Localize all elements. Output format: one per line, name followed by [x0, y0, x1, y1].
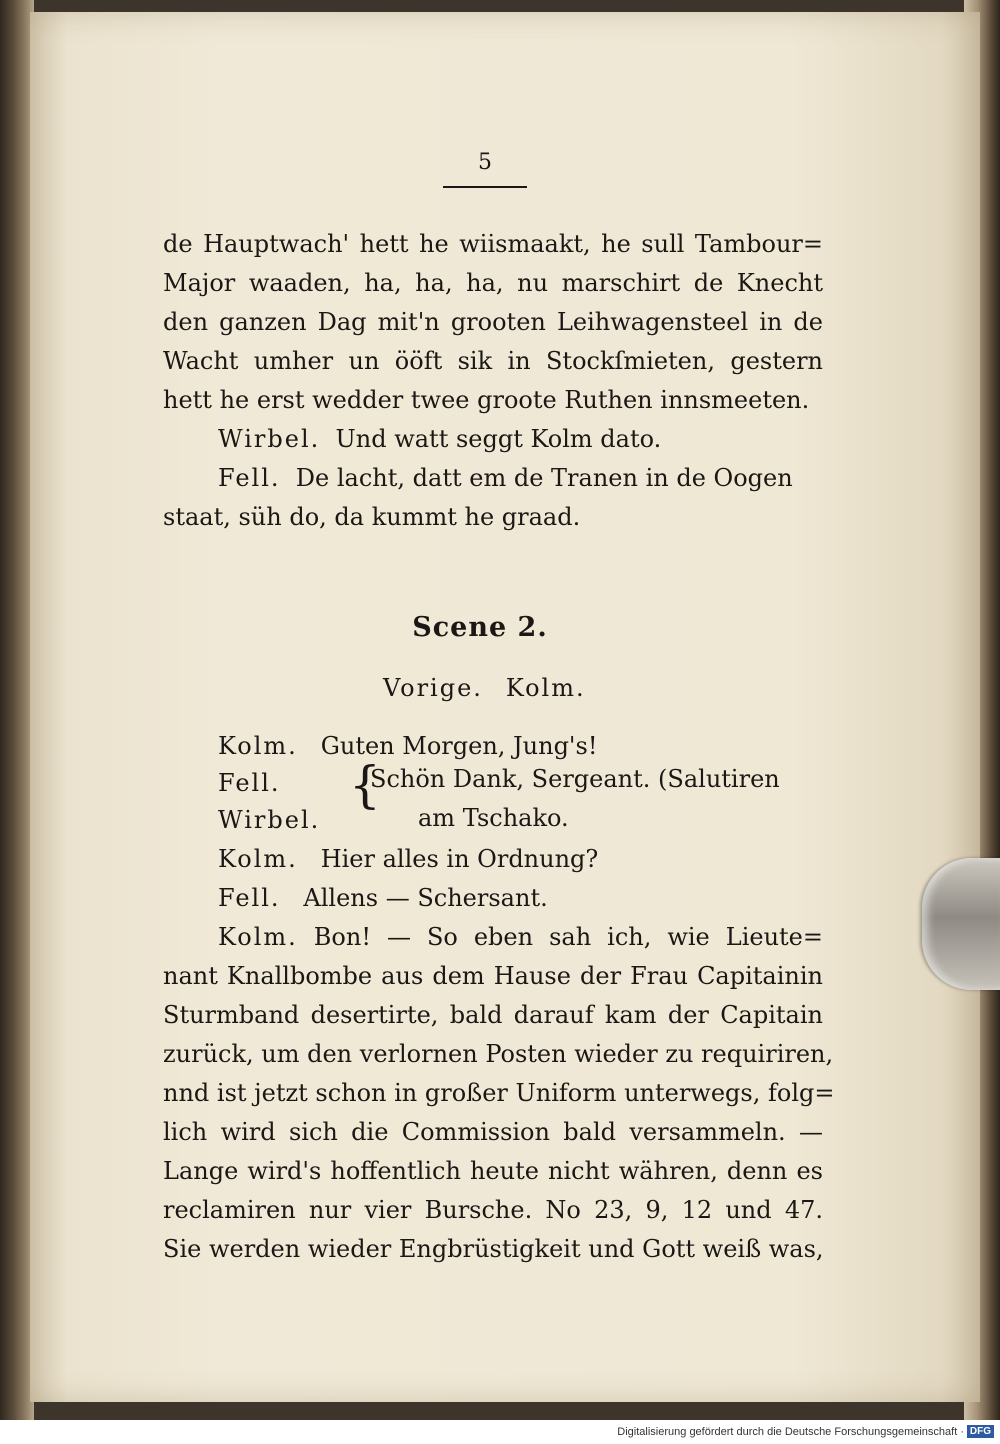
cast-name: Kolm. — [505, 674, 586, 702]
text-line: zurück, um den verlornen Posten wieder zu requiriren, — [163, 1040, 834, 1068]
dialogue-line — [218, 925, 823, 949]
book-page — [30, 12, 980, 1402]
text-line: nnd ist jetzt schon in großer Uniform unterwegs, folg= — [163, 1079, 835, 1107]
book-cover-left — [0, 0, 34, 1444]
text-line: hett he erst wedder twee groote Ruthen innsmeeten. — [163, 386, 810, 414]
speaker-name — [218, 771, 348, 795]
dialogue-line — [218, 847, 818, 871]
scene-cast — [383, 676, 683, 700]
speaker-name-wirbel: Wirbel. — [218, 806, 321, 834]
text-line: nant Knallbombe aus dem Hause der Frau Capitainin — [163, 962, 823, 990]
speaker-name: Fell. — [218, 464, 281, 492]
speaker-name: Fell. — [218, 884, 281, 912]
cast-label: Vorige. — [383, 674, 483, 702]
page-number: 5 — [478, 150, 492, 175]
scene-title: Scene 2. — [412, 612, 548, 643]
dialogue-text: Bon! — So eben sah ich, wie Lieute= — [313, 923, 823, 951]
text-line: Sturmband desertirte, bald darauf kam der Capitain — [163, 1001, 823, 1029]
dialogue-line — [218, 466, 823, 490]
dialogue-text: Hier alles in Ordnung? — [320, 845, 599, 873]
digitization-credit: Digitalisierung gefördert durch die Deutsche Forschungsgemeinschaft · DFG — [617, 1426, 964, 1438]
speaker-name — [218, 808, 348, 832]
dialogue-text: Guten Morgen, Jung's! — [320, 732, 598, 760]
speaker-name-fell: Fell. — [218, 769, 281, 797]
text-line: reclamiren nur vier Bursche. No 23, 9, 12 und 47. — [163, 1196, 823, 1224]
dialogue-text: De lacht, datt em de Tranen in de Oogen — [295, 464, 793, 492]
speaker-name: Kolm. — [218, 923, 298, 951]
speaker-name: Kolm. — [218, 732, 298, 760]
text-line: Major waaden, ha, ha, ha, nu marschirt de Knecht — [163, 269, 823, 297]
dialogue-line — [218, 886, 818, 910]
credit-text: Digitalisierung gefördert durch die Deutsche Forschungsgemeinschaft — [617, 1426, 958, 1438]
speaker-name: Kolm. — [218, 845, 298, 873]
dialogue-text: Schön Dank, Sergeant. (Salutiren — [370, 765, 780, 793]
text-line: Wacht umher un ööft sik in Stockſmieten, gestern — [163, 347, 823, 375]
dfg-logo: DFG — [967, 1425, 994, 1438]
text-line: Sie werden wieder Engbrüstigkeit und Gott weiß was, — [163, 1235, 824, 1263]
text-line: Lange wird's hoffentlich heute nicht währen, denn es — [163, 1157, 823, 1185]
page-number-rule — [443, 186, 527, 188]
speaker-brace: { — [349, 756, 381, 814]
speaker-name: Wirbel. — [218, 425, 321, 453]
text-line: de Hauptwach' hett he wiismaakt, he sull Tambour= — [163, 230, 823, 258]
text-line: den ganzen Dag mit'n grooten Leihwagensteel in de — [163, 308, 823, 336]
dialogue-text: Allens — Schersant. — [303, 884, 548, 912]
dialogue-text: Und watt seggt Kolm dato. — [335, 425, 662, 453]
dialogue-text: am Tschako. — [418, 804, 569, 832]
dialogue-line — [218, 734, 818, 758]
dialogue-line — [218, 427, 818, 451]
page-clip — [922, 858, 1000, 990]
text-line: staat, süh do, da kummt he graad. — [163, 503, 581, 531]
text-line: lich wird sich die Commission bald versammeln. — — [163, 1118, 823, 1146]
